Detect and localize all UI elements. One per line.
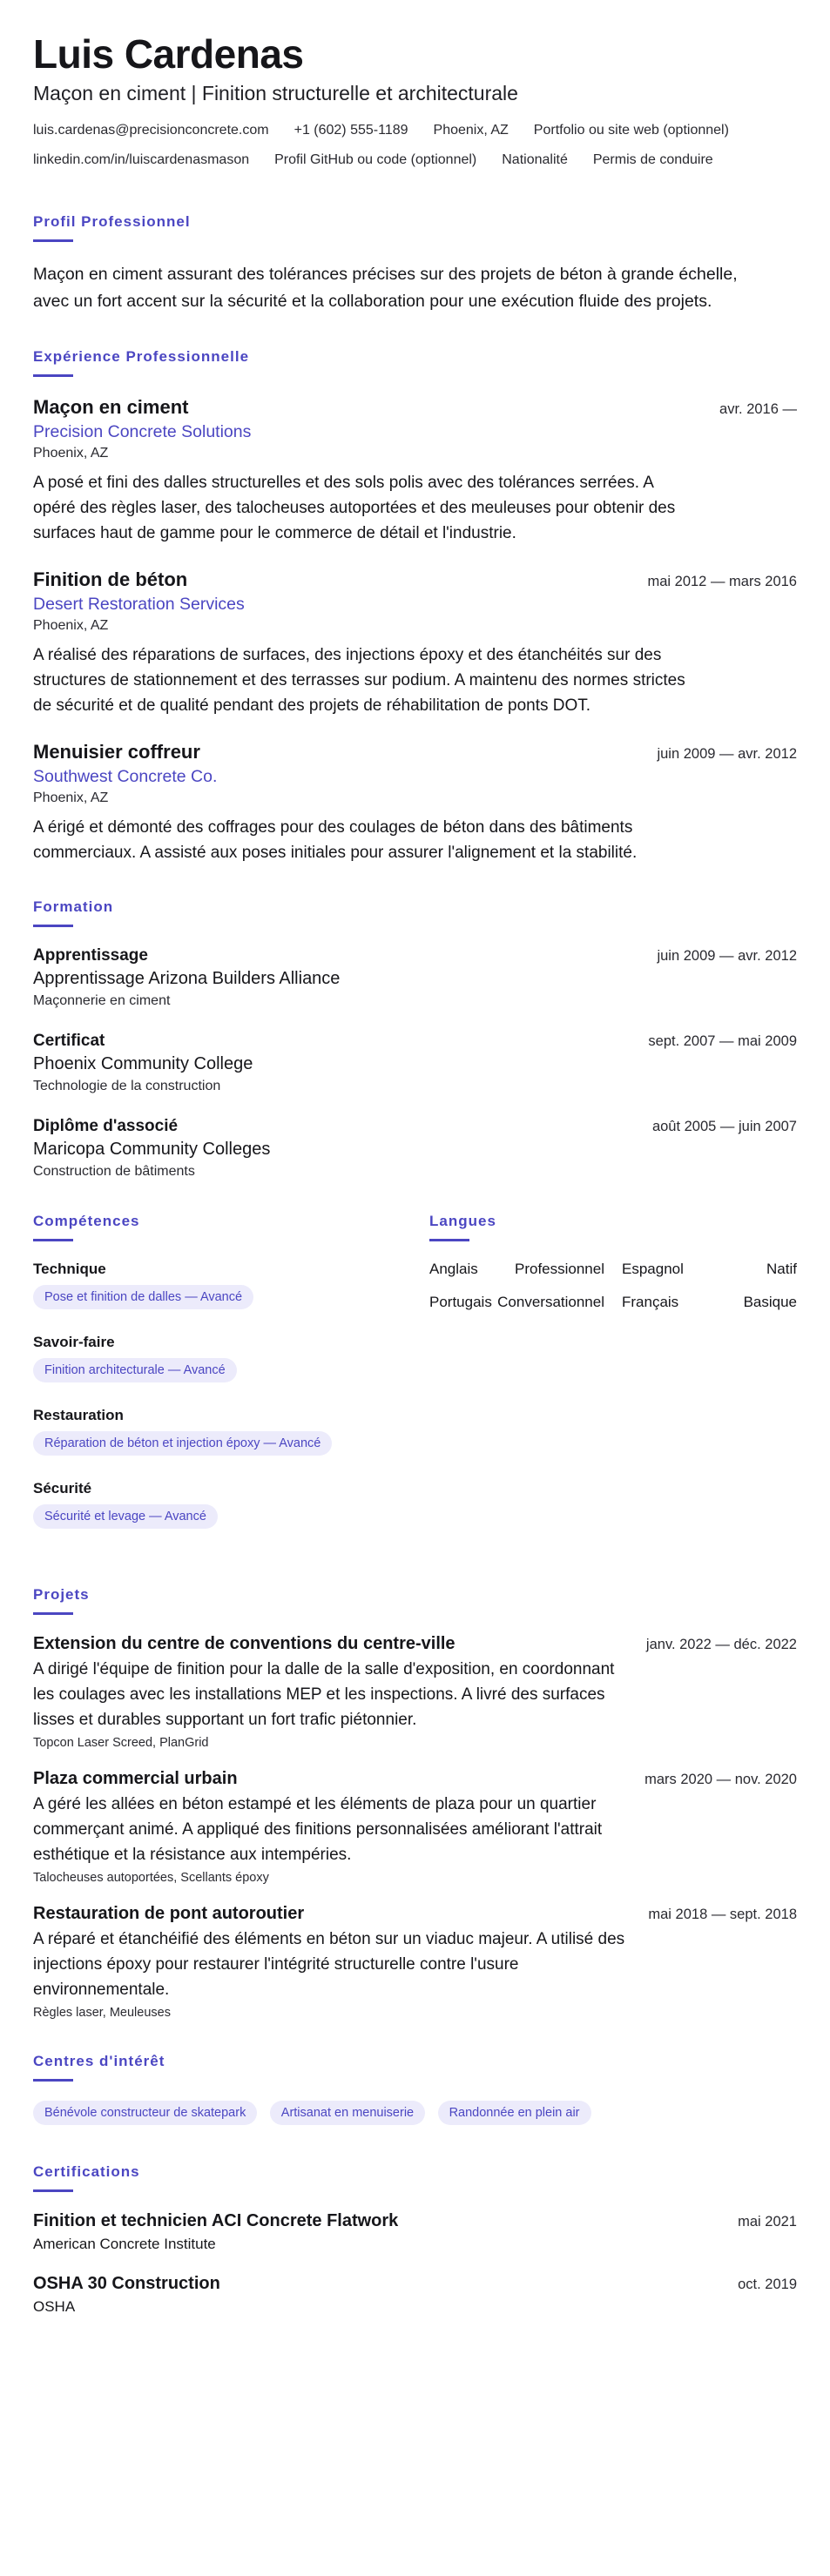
experience-section bbox=[33, 348, 797, 865]
certification-item bbox=[33, 2211, 797, 2253]
resume-header bbox=[33, 31, 797, 180]
skill-group-name: Technique bbox=[33, 1261, 106, 1277]
job-role: Maçon en ciment bbox=[33, 396, 189, 418]
skill-group-name: Restauration bbox=[33, 1407, 124, 1423]
experience-item bbox=[33, 568, 797, 718]
education-school: Apprentissage Arizona Builders Alliance bbox=[33, 969, 341, 988]
skills-languages-section bbox=[33, 1213, 797, 1553]
projects-section bbox=[33, 1586, 797, 2020]
language-level: Natif bbox=[766, 1261, 797, 1277]
skill-pill: Pose et finition de dalles — Avancé bbox=[33, 1285, 253, 1309]
job-company: Southwest Concrete Co. bbox=[33, 767, 218, 786]
contact-linkedin[interactable]: linkedin.com/in/luiscardenasmason bbox=[33, 152, 250, 167]
education-date: sept. 2007 — mai 2009 bbox=[648, 1033, 797, 1049]
section-divider bbox=[33, 239, 73, 242]
language-name: Anglais bbox=[429, 1261, 478, 1277]
contact-phone[interactable]: +1 (602) 555-1189 bbox=[294, 123, 408, 138]
section-title: Certifications bbox=[33, 2163, 140, 2180]
language-name: Espagnol bbox=[622, 1261, 684, 1277]
education-date: août 2005 — juin 2007 bbox=[651, 1119, 797, 1134]
candidate-name: Luis Cardenas bbox=[33, 31, 304, 77]
contact-info bbox=[33, 121, 797, 180]
section-divider bbox=[429, 1239, 469, 1241]
project-tools: Règles laser, Meuleuses bbox=[33, 2006, 171, 2020]
contact-license: Permis de conduire bbox=[592, 152, 713, 167]
section-title: Compétences bbox=[33, 1213, 140, 1229]
project-date: mai 2018 — sept. 2018 bbox=[648, 1907, 797, 1922]
certification-org: OSHA bbox=[33, 2298, 76, 2315]
education-item bbox=[33, 1032, 797, 1094]
education-school: Phoenix Community College bbox=[33, 1054, 253, 1073]
project-tools: Topcon Laser Screed, PlanGrid bbox=[33, 1736, 209, 1750]
project-item bbox=[33, 1634, 797, 1750]
certification-name: OSHA 30 Construction bbox=[33, 2274, 220, 2293]
job-description: A érigé et démonté des coffrages pour des coulages de béton dans des bâtiments commerciaux. A assisté aux poses initiales pour assurer l'alignement et la stabilité. bbox=[33, 818, 638, 862]
skill-pill: Finition architecturale — Avancé bbox=[33, 1358, 237, 1382]
profile-text: Maçon en ciment assurant des tolérances précises sur des projets de béton à grande échelle, avec un fort accent sur la sécurité et la collaboration pour une exécution fluide des projets. bbox=[33, 265, 738, 311]
section-divider bbox=[33, 2079, 73, 2082]
section-divider bbox=[33, 2189, 73, 2192]
education-field: Construction de bâtiments bbox=[33, 1164, 195, 1179]
project-item bbox=[33, 1769, 797, 1885]
skill-pill: Sécurité et levage — Avancé bbox=[33, 1504, 218, 1529]
certification-name: Finition et technicien ACI Concrete Flatwork bbox=[33, 2211, 399, 2230]
project-title: Restauration de pont autoroutier bbox=[33, 1904, 305, 1923]
skill-group bbox=[33, 1480, 429, 1534]
certifications-section bbox=[33, 2163, 797, 2316]
section-title: Expérience Professionnelle bbox=[33, 348, 250, 365]
job-description: A posé et fini des dalles structurelles et des sols polis avec des tolérances serrées. A opéré des règles laser, des talocheuses autoportées et des meuleuses pour obtenir des surfaces haut de gamme pour le commerce de détail et l'industrie. bbox=[33, 474, 676, 542]
project-date: mars 2020 — nov. 2020 bbox=[644, 1772, 797, 1787]
contact-location: Phoenix, AZ bbox=[433, 123, 509, 138]
education-item bbox=[33, 946, 797, 1009]
section-title: Projets bbox=[33, 1586, 90, 1603]
interest-pill: Randonnée en plein air bbox=[438, 2101, 591, 2125]
education-item bbox=[33, 1117, 797, 1180]
project-date: janv. 2022 — déc. 2022 bbox=[645, 1637, 797, 1652]
education-school: Maricopa Community Colleges bbox=[33, 1140, 271, 1159]
headline: Maçon en ciment | Finition structurelle et architecturale bbox=[33, 82, 518, 104]
education-degree: Certificat bbox=[33, 1032, 105, 1050]
language-name: Portugais bbox=[429, 1294, 492, 1310]
job-date: juin 2009 — avr. 2012 bbox=[657, 746, 797, 762]
contact-portfolio[interactable]: Portfolio ou site web (optionnel) bbox=[533, 123, 729, 138]
contact-github[interactable]: Profil GitHub ou code (optionnel) bbox=[274, 152, 477, 167]
section-divider bbox=[33, 1239, 73, 1241]
interests-list bbox=[33, 2101, 797, 2130]
certification-item bbox=[33, 2274, 797, 2316]
language-item bbox=[429, 1261, 604, 1278]
experience-item bbox=[33, 741, 797, 865]
project-description: A réparé et étanchéifié des éléments en béton sur un viaduc majeur. A utilisé des injections époxy pour restaurer l'intégrité structurelle contre l'usure environnementale. bbox=[33, 1930, 625, 1999]
certification-date: oct. 2019 bbox=[738, 2277, 797, 2292]
education-field: Maçonnerie en ciment bbox=[33, 993, 171, 1008]
language-name: Français bbox=[622, 1294, 679, 1310]
contact-nationality: Nationalité bbox=[502, 152, 568, 167]
section-title: Formation bbox=[33, 898, 114, 915]
skill-group-name: Savoir-faire bbox=[33, 1334, 115, 1350]
experience-item bbox=[33, 396, 797, 546]
profile-section bbox=[33, 213, 797, 315]
languages-list bbox=[429, 1261, 797, 1311]
skills-column bbox=[33, 1213, 429, 1553]
project-title: Extension du centre de conventions du centre-ville bbox=[33, 1634, 455, 1653]
job-date: mai 2012 — mars 2016 bbox=[647, 574, 797, 589]
interests-section bbox=[33, 2053, 797, 2130]
project-item bbox=[33, 1904, 797, 2020]
certification-org: American Concrete Institute bbox=[33, 2236, 216, 2252]
project-tools: Talocheuses autoportées, Scellants époxy bbox=[33, 1871, 269, 1885]
certification-date: mai 2021 bbox=[738, 2214, 797, 2230]
skill-pill: Réparation de béton et injection époxy — Avancé bbox=[33, 1431, 332, 1456]
skill-group bbox=[33, 1334, 429, 1388]
section-divider bbox=[33, 374, 73, 377]
job-role: Finition de béton bbox=[33, 568, 188, 590]
education-degree: Apprentissage bbox=[33, 946, 148, 965]
job-location: Phoenix, AZ bbox=[33, 618, 109, 633]
education-field: Technologie de la construction bbox=[33, 1079, 221, 1093]
language-item bbox=[429, 1294, 604, 1311]
languages-column bbox=[429, 1213, 797, 1553]
job-location: Phoenix, AZ bbox=[33, 446, 109, 461]
skill-group bbox=[33, 1261, 429, 1315]
language-level: Professionnel bbox=[514, 1261, 604, 1277]
job-date: avr. 2016 — bbox=[719, 401, 797, 417]
section-title: Centres d'intérêt bbox=[33, 2053, 165, 2069]
section-divider bbox=[33, 925, 73, 927]
job-role: Menuisier coffreur bbox=[33, 741, 200, 763]
interest-pill: Bénévole constructeur de skatepark bbox=[33, 2101, 257, 2125]
education-date: juin 2009 — avr. 2012 bbox=[657, 948, 797, 964]
section-divider bbox=[33, 1612, 73, 1615]
interest-pill: Artisanat en menuiserie bbox=[270, 2101, 425, 2125]
education-degree: Diplôme d'associé bbox=[33, 1117, 179, 1135]
skill-group-name: Sécurité bbox=[33, 1480, 92, 1497]
job-location: Phoenix, AZ bbox=[33, 790, 109, 805]
contact-email[interactable]: luis.cardenas@precisionconcrete.com bbox=[33, 123, 269, 138]
language-level: Basique bbox=[743, 1294, 797, 1310]
skill-group bbox=[33, 1407, 429, 1461]
language-level: Conversationnel bbox=[497, 1294, 604, 1310]
job-description: A réalisé des réparations de surfaces, des injections époxy et des étanchéités sur des structures de stationnement et des terrasses sur podium. A maintenu des normes strictes de sécurité et de qualité pendant des projets de réhabilitation de ponts DOT. bbox=[33, 646, 685, 715]
project-title: Plaza commercial urbain bbox=[33, 1769, 238, 1788]
section-title: Profil Professionnel bbox=[33, 213, 191, 230]
education-section bbox=[33, 898, 797, 1180]
job-company: Desert Restoration Services bbox=[33, 595, 245, 614]
job-company: Precision Concrete Solutions bbox=[33, 422, 252, 441]
project-description: A géré les allées en béton estampé et les éléments de plaza pour un quartier commerçant animé. A appliqué des finitions personnalisées améliorant l'attrait esthétique et la résistance aux intempéries. bbox=[33, 1795, 603, 1864]
section-title: Langues bbox=[429, 1213, 496, 1229]
project-description: A dirigé l'équipe de finition pour la dalle de la salle d'exposition, en coordonnant les coulages avec les installations MEP et les inspections. A livré des surfaces lisses et durables supportant un fort trafic piétonnier. bbox=[33, 1660, 615, 1729]
language-item bbox=[622, 1294, 797, 1311]
language-item bbox=[622, 1261, 797, 1278]
